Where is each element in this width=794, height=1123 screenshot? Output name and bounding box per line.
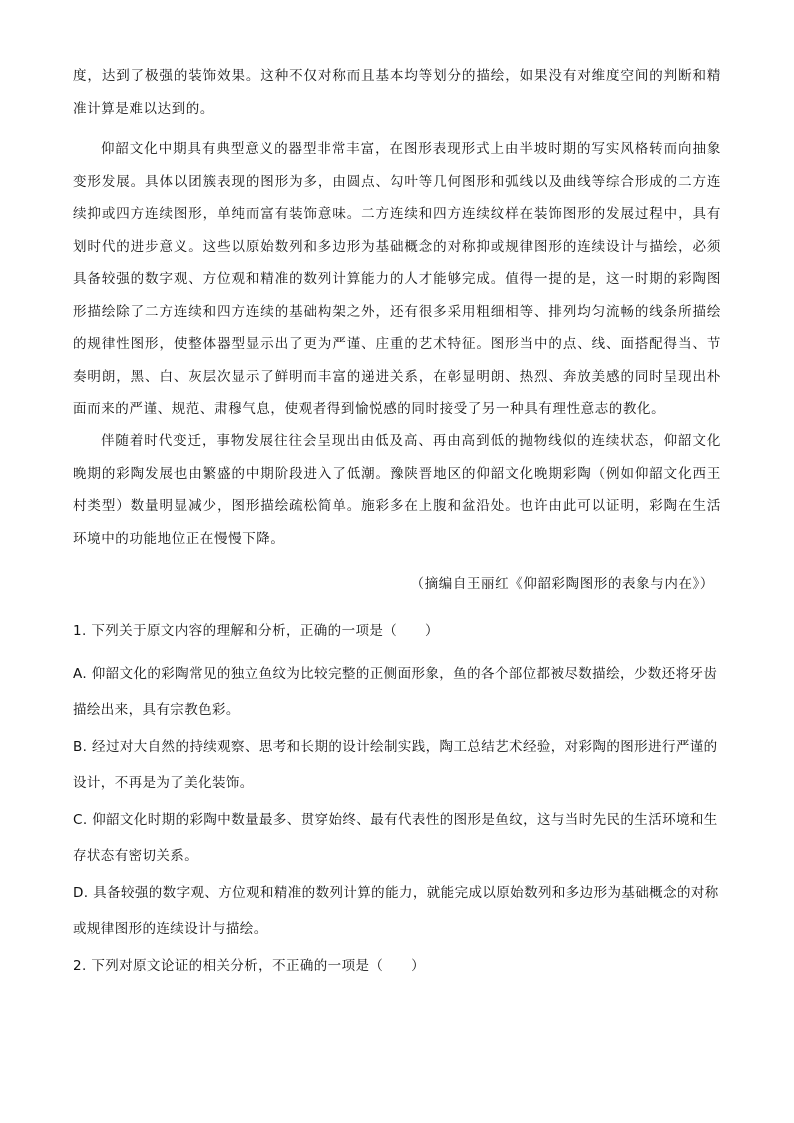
passage-paragraph-late-period: 伴随着时代变迁，事物发展往往会呈现出由低及高、再由高到低的抛物线似的连续状态，仰韶文化晚期的彩陶发展也由繁盛的中期阶段进入了低潮。豫陕晋地区的仰韶文化晚期彩陶（例如仰韶文化西王村类型）数量明显减少，图形描绘疏松简单。施彩多在上腹和盆沿处。也许由此可以证明，彩陶在生活环境中的功能地位正在慢慢下降。 (73, 433, 721, 547)
question-1-stem: 1. 下列关于原文内容的理解和分析，正确的一项是（ ） (73, 623, 439, 639)
question-1-option-b: B. 经过对大自然的持续观察、思考和长期的设计绘制实践，陶工总结艺术经验，对彩陶的图形进行严谨的设计，不再是为了美化装饰。 (73, 739, 718, 791)
passage-paragraph-continued: 度，达到了极强的装饰效果。这种不仅对称而且基本均等划分的描绘，如果没有对维度空间的判断和精准计算是难以达到的。 (73, 68, 721, 117)
question-1-option-a: A. 仰韶文化的彩陶常见的独立鱼纹为比较完整的正侧面形象，鱼的各个部位都被尽数描绘，少数还将牙齿描绘出来，具有宗教色彩。 (73, 666, 718, 718)
question-1-option-c: C. 仰韶文化时期的彩陶中数量最多、贯穿始终、最有代表性的图形是鱼纹，这与当时先民的生活环境和生存状态有密切关系。 (73, 812, 718, 864)
passage-paragraph-middle-period: 仰韶文化中期具有典型意义的器型非常丰富，在图形表现形式上由半坡时期的写实风格转而向抽象变形发展。具体以团簇表现的图形为多，由圆点、勾叶等几何图形和弧线以及曲线等综合形成的二方连续抑或四方连续图形，单纯而富有装饰意味。二方连续和四方连续纹样在装饰图形的发展过程中，具有划时代的进步意义。这些以原始数列和多边形为基础概念的对称抑或规律图形的连续设计与描绘，必须具备较强的数字观、方位观和精准的数列计算能力的人才能够完成。值得一提的是，这一时期的彩陶图形描绘除了二方连续和四方连续的基础构架之外，还有很多采用粗细相等、排列均匀流畅的线条所描绘的规律性图形，使整体器型显示出了更为严谨、庄重的艺术特征。图形当中的点、线、面搭配得当、节奏明朗，黑、白、灰层次显示了鲜明而丰富的递进关系，在彰显明朗、热烈、奔放美感的同时呈现出朴面而来的严谨、规范、肃穆气息，使观者得到愉悦感的同时接受了另一种具有理性意志的教化。 (73, 141, 721, 417)
passage-source-citation: （摘编自王丽红《仰韶彩陶图形的表象与内在》） (410, 576, 714, 592)
question-1-option-d: D. 具备较强的数字观、方位观和精准的数列计算的能力，就能完成以原始数列和多边形为基础概念的对称或规律图形的连续设计与描绘。 (73, 885, 719, 937)
question-2-stem: 2. 下列对原文论证的相关分析，不正确的一项是（ ） (73, 958, 425, 974)
